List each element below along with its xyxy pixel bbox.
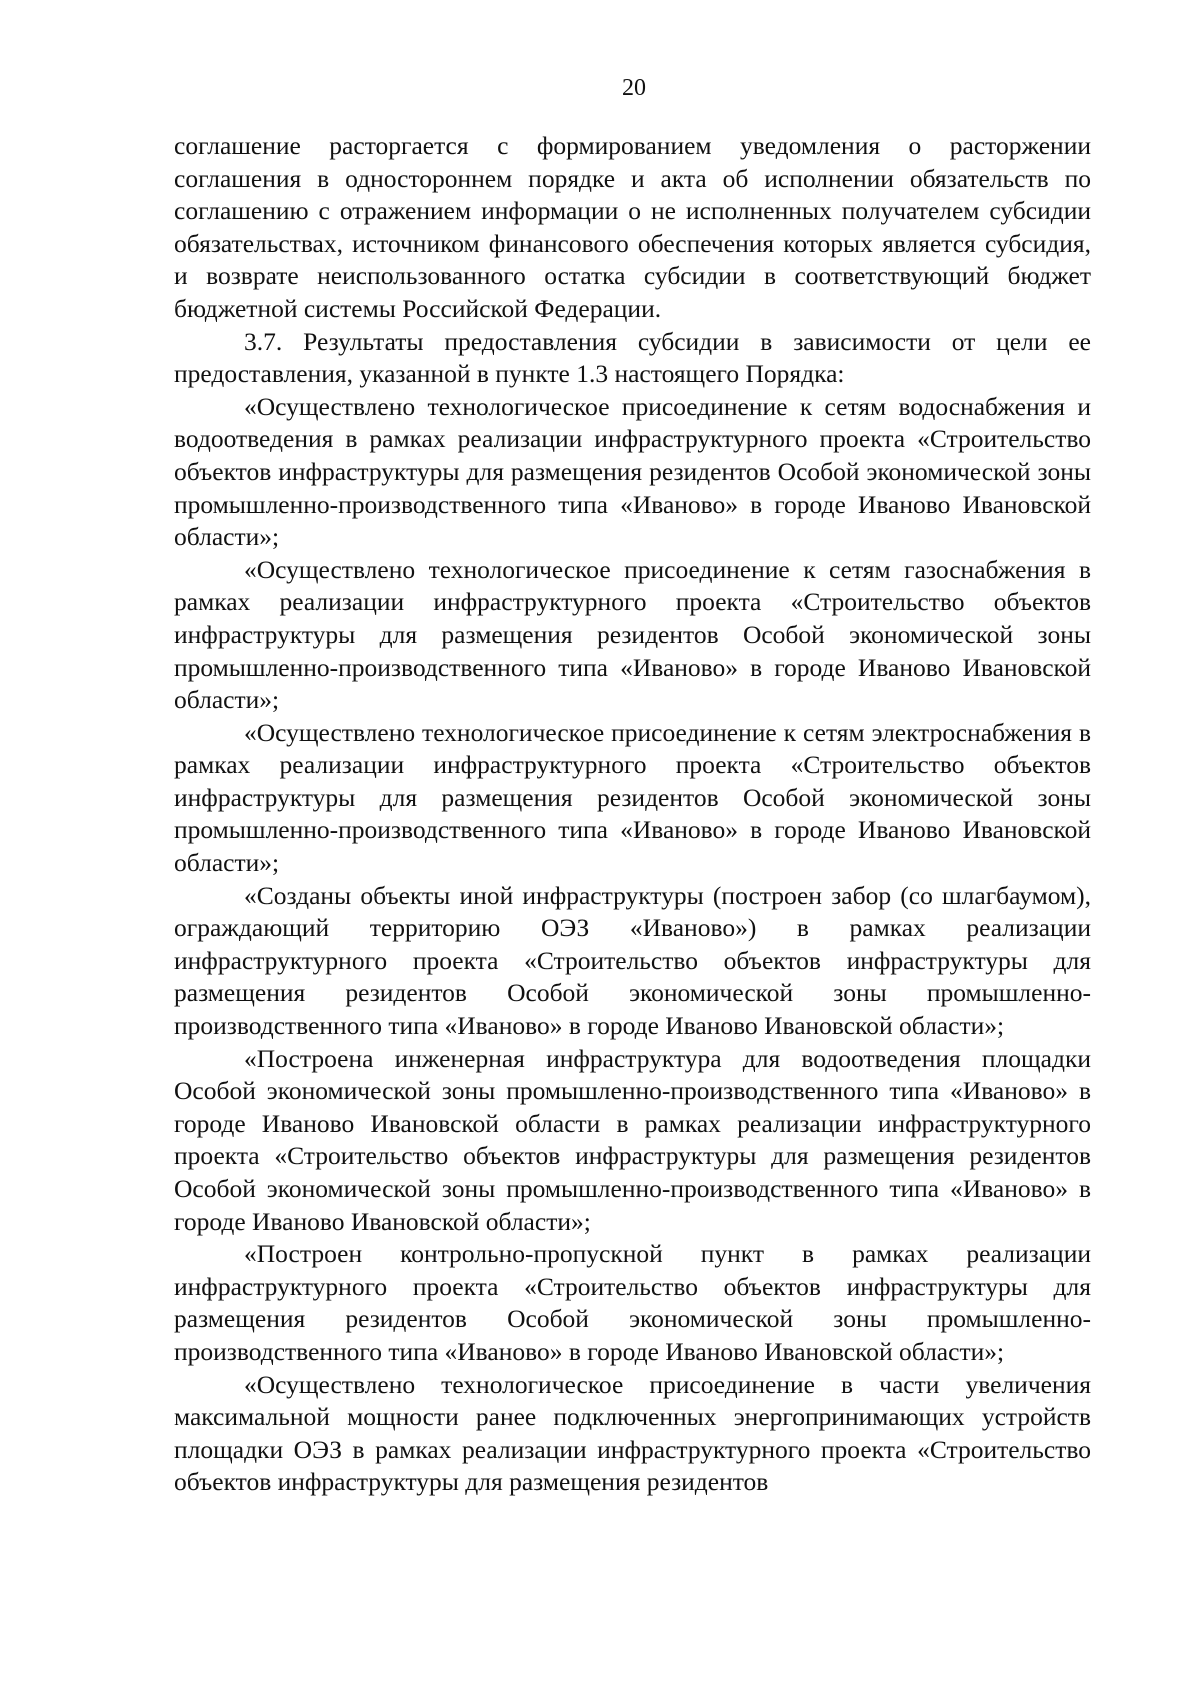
page-number: 20 <box>622 75 646 101</box>
paragraph-clause-3-7: 3.7. Результаты предоставления субсидии в зависимости от цели ее предоставления, указанной в пункте 1.3 настоящего Порядка: <box>174 326 1091 389</box>
paragraph-result-power-supply: «Осуществлено технологическое присоединение к сетям электроснабжения в рамках реализации инфраструктурного проекта «Строительство объектов инфраструктуры для размещения резидентов Особой экономической зоны промышленно-производственного типа «Иваново» в городе Иваново Ивановской области»; <box>174 717 1091 878</box>
paragraph-result-checkpoint: «Построен контрольно-пропускной пункт в рамках реализации инфраструктурного проекта «Строительство объектов инфраструктуры для размещения резидентов Особой экономической зоны промышленно-производственного типа «Иваново» в городе Иваново Ивановской области»; <box>174 1239 1091 1366</box>
paragraph-result-water-supply: «Осуществлено технологическое присоединение к сетям водоснабжения и водоотведения в рамках реализации инфраструктурного проекта «Строительство объектов инфраструктуры для размещения резидентов Особой экономической зоны промышленно-производственного типа «Иваново» в городе Иваново Ивановской области»; <box>174 391 1091 552</box>
paragraph-result-fence: «Созданы объекты иной инфраструктуры (построен забор (со шлагбаумом), ограждающий территорию ОЭЗ «Иваново») в рамках реализации инфраструктурного проекта «Строительство объектов инфраструктуры для размещения резидентов Особой экономической зоны промышленно-производственного типа «Иваново» в городе Иваново Ивановской области»; <box>174 880 1091 1041</box>
paragraph-continuation: соглашение расторгается с формированием уведомления о расторжении соглашения в одностороннем порядке и акта об исполнении обязательств по соглашению с отражением информации о не исполненных получателем субсидии обязательствах, источником финансового обеспечения которых является субсидия, и возврате неиспользованного остатка субсидии в соответствующий бюджет бюджетной системы Российской Федерации. <box>174 131 1091 323</box>
paragraph-result-drainage: «Построена инженерная инфраструктура для водоотведения площадки Особой экономической зоны промышленно-производственного типа «Иваново» в городе Иваново Ивановской области в рамках реализации инфраструктурного проекта «Строительство объектов инфраструктуры для размещения резидентов Особой экономической зоны промышленно-производственного типа «Иваново» в городе Иваново Ивановской области»; <box>174 1043 1091 1236</box>
document-body <box>174 130 1091 1499</box>
paragraph-result-power-capacity: «Осуществлено технологическое присоединение в части увеличения максимальной мощности ранее подключенных энергопринимающих устройств площадки ОЭЗ в рамках реализации инфраструктурного проекта «Строительство объектов инфраструктуры для размещения резидентов <box>174 1369 1091 1497</box>
paragraph-result-gas-supply: «Осуществлено технологическое присоединение к сетям газоснабжения в рамках реализации инфраструктурного проекта «Строительство объектов инфраструктуры для размещения резидентов Особой экономической зоны промышленно-производственного типа «Иваново» в городе Иваново Ивановской области»; <box>174 554 1091 715</box>
